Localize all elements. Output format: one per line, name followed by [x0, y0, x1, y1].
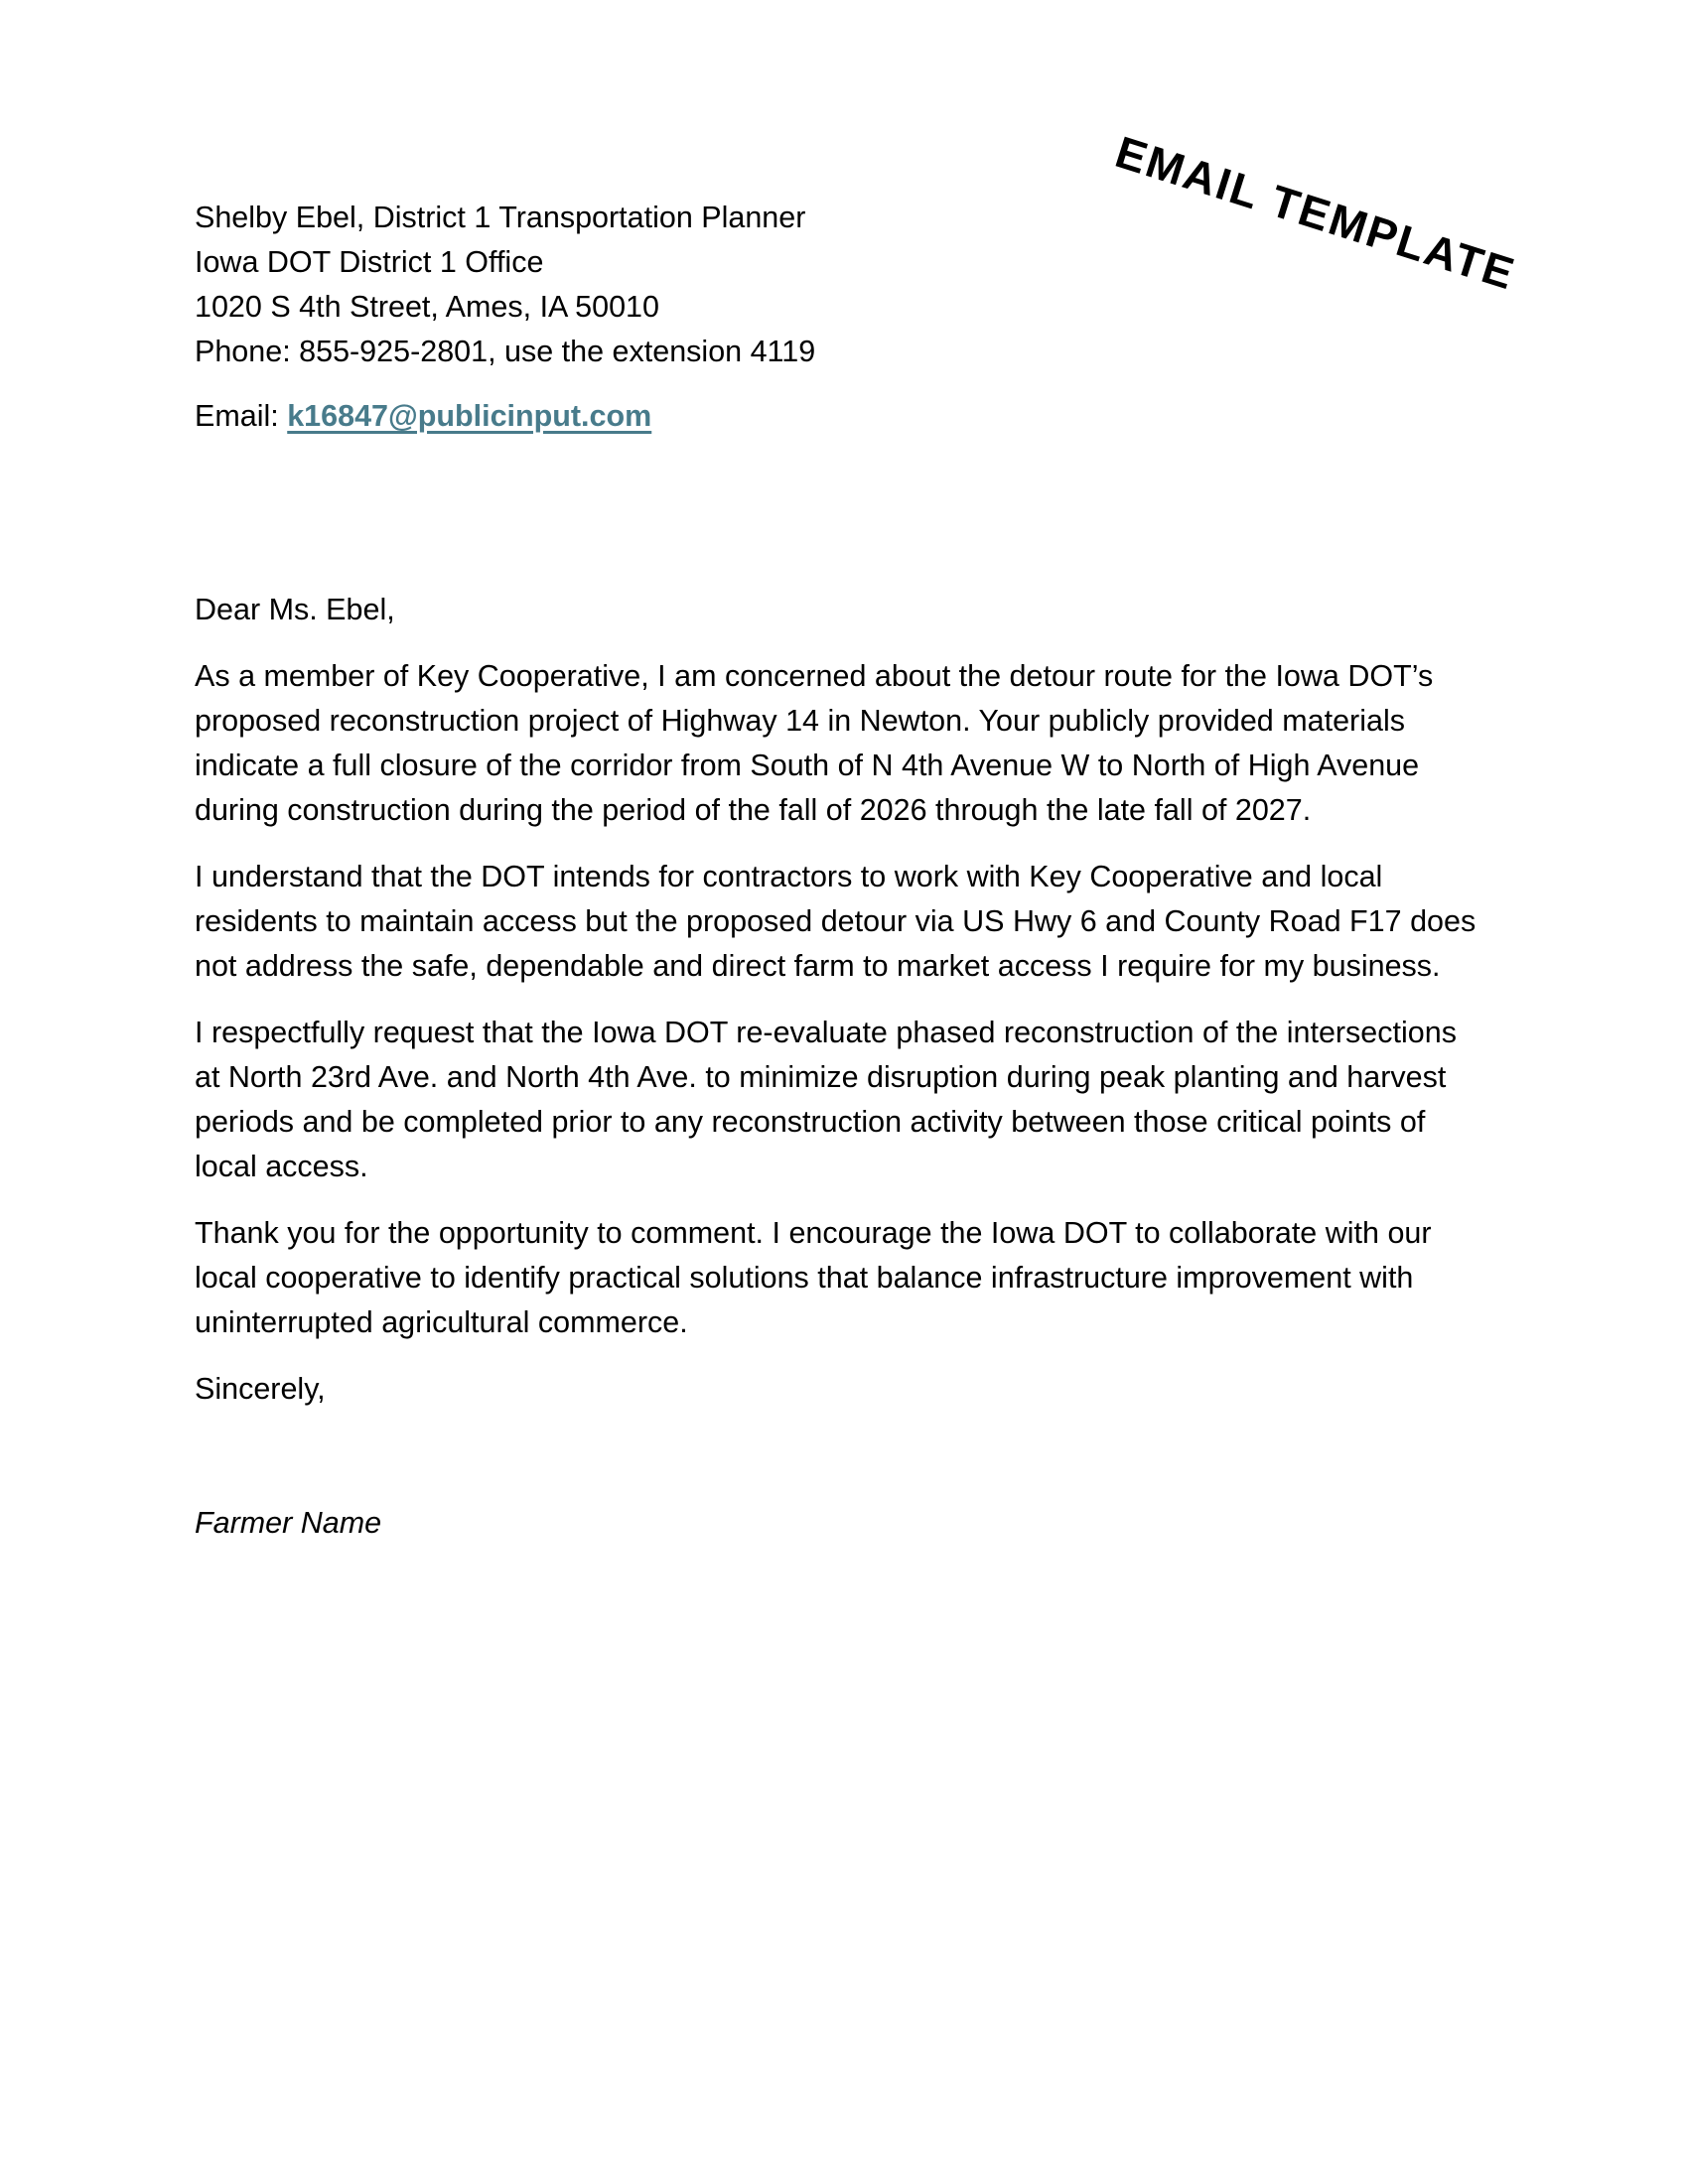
contact-email-line — [195, 394, 1489, 439]
contact-office: Iowa DOT District 1 Office — [195, 245, 544, 279]
signature-placeholder: Farmer Name — [195, 1506, 382, 1540]
salutation: Dear Ms. Ebel, — [195, 593, 395, 626]
letter-paragraph-3: I respectfully request that the Iowa DOT re-evaluate phased reconstruction of the intersections at North 23rd Ave. and North 4th Ave. to minimize disruption during peak planting and harvest periods and be completed prior to any reconstruction activity between those critical points of local access. — [195, 1016, 1457, 1183]
email-label: Email: — [195, 399, 288, 433]
contact-name-title: Shelby Ebel, District 1 Transportation Planner — [195, 201, 806, 234]
email-template-watermark: EMAIL TEMPLATE — [1109, 126, 1522, 300]
contact-address: 1020 S 4th Street, Ames, IA 50010 — [195, 290, 659, 324]
letter-paragraph-4: Thank you for the opportunity to comment. I encourage the Iowa DOT to collaborate with our local cooperative to identify practical solutions that balance infrastructure improvement with uninterrupted agricultural commerce. — [195, 1216, 1432, 1339]
letter-paragraph-2: I understand that the DOT intends for contractors to work with Key Cooperative and local residents to maintain access but the proposed detour via US Hwy 6 and County Road F17 does not address the safe, dependable and direct farm to market access I require for my business. — [195, 860, 1477, 983]
closing: Sincerely, — [195, 1372, 326, 1406]
letter-body — [195, 588, 1489, 1546]
contact-phone: Phone: 855-925-2801, use the extension 4119 — [195, 335, 816, 368]
letter-paragraph-1: As a member of Key Cooperative, I am concerned about the detour route for the Iowa DOT’s proposed reconstruction project of Highway 14 in Newton. Your publicly provided materials indicate a full closure of the corridor from South of N 4th Avenue W to North of High Avenue during construction during the period of the fall of 2026 through the late fall of 2027. — [195, 659, 1434, 827]
email-link[interactable]: k16847@publicinput.com — [287, 399, 652, 433]
